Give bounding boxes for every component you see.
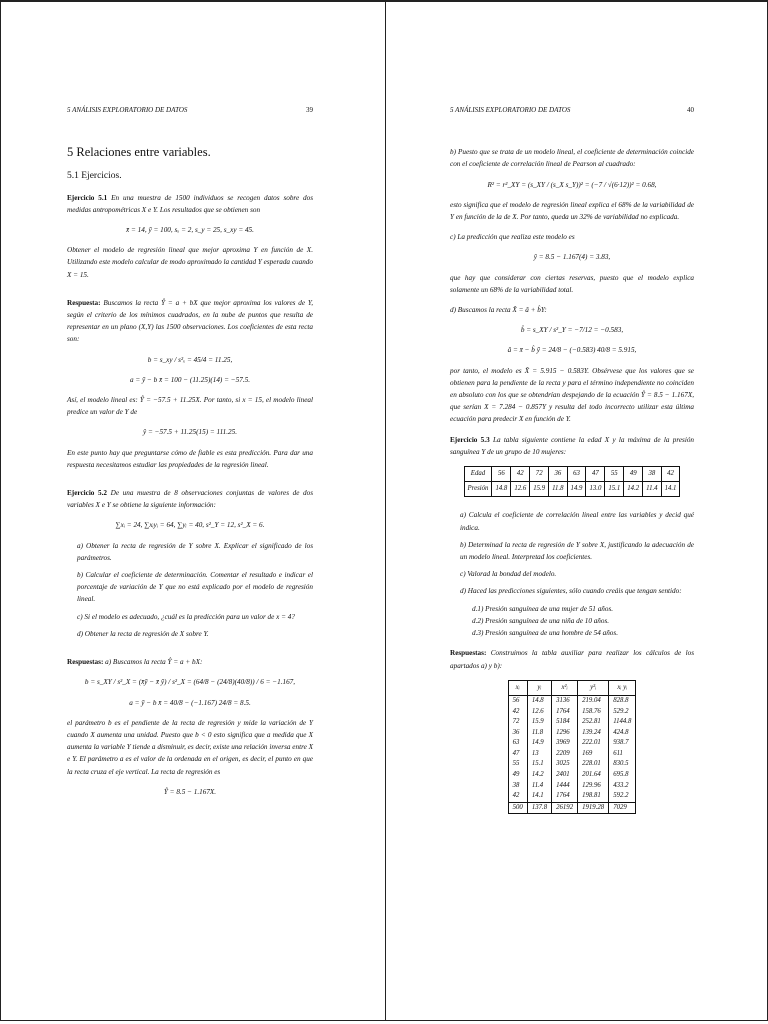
list-item: b) Determinad la recta de regresión de Y sobre X, justificando la adecuación de un modelo lineal. Interpretad los coeficientes. xyxy=(460,540,694,562)
list-item: a) Obtener la recta de regresión de Y sobre X. Explicar el significado de los parámetros. xyxy=(77,541,313,562)
running-header xyxy=(67,104,313,116)
equation: b = s_XY / s²_X = (x̄ȳ − x̄ ȳ) / s²_X = (64/8 − (24/8)(40/8)) / 6 = −1.167, xyxy=(84,678,296,687)
equation: b = s_xy / s²ₓ = 45/4 = 11.25, xyxy=(147,355,233,364)
equation: Ŷ = 8.5 − 1.167X. xyxy=(163,787,217,796)
table-cell: 3136 xyxy=(552,695,578,706)
table-cell: 828.8 xyxy=(613,696,629,704)
list-item: c) Si el modelo es adecuado, ¿cuál es la predicción para un valor de x = 4? xyxy=(77,612,295,621)
answer-label: Respuesta: xyxy=(67,298,101,307)
table-cell: 38 xyxy=(643,467,661,482)
sub-list-item: d.2) Presión sanguínea de una niña de 10 años. xyxy=(472,616,610,625)
table-cell: 63 xyxy=(508,738,527,749)
page-number: 40 xyxy=(687,106,694,114)
table-cell: 12.6 xyxy=(527,707,551,718)
column-header: xᵢ yᵢ xyxy=(609,680,636,695)
table-row xyxy=(508,791,636,802)
answer-text: el parámetro b es el pendiente de la recta de regresión y mide la variación de Y cuando X aumenta una unidad. Puesto que b < 0 esto significa que a medida que X aumenta la variable Y tiende a disminuir, es decir, existe una relación inversa entre X e Y. El parámetro a es el valor de la ordenada en el origen, es decir, el punto en que la recta cruza el eje vertical. La recta de regresión es xyxy=(67,718,313,776)
page-number: 39 xyxy=(306,106,313,114)
table-cell: 3969 xyxy=(552,738,578,749)
table-cell: 252.81 xyxy=(578,717,609,728)
column-header: xᵢ xyxy=(508,680,527,695)
row-label: Presión xyxy=(464,482,492,497)
table-cell: 49 xyxy=(624,467,643,482)
table-cell: 13.0 xyxy=(586,482,605,497)
answer-label: Respuestas: xyxy=(450,649,487,658)
table-cell: 42 xyxy=(511,467,530,482)
table-cell: 158.76 xyxy=(578,707,609,718)
column-header: yᵢ xyxy=(527,680,551,695)
list-item: b) Calcular el coeficiente de determinación. Comentar el resultado e indicar el porcentaje de variación de Y que no está explicado por el modelo de regresión lineal. xyxy=(77,571,313,604)
table-cell: 15.1 xyxy=(605,482,624,497)
table-cell: 424.8 xyxy=(613,728,629,736)
table-cell: 695.8 xyxy=(613,771,629,779)
table-row xyxy=(508,717,636,728)
exercise-items xyxy=(450,509,694,639)
table-row xyxy=(508,770,636,781)
paragraph: b) Puesto que se trata de un modelo lineal, el coeficiente de determinación coincide con el coeficiente de correlación lineal de Pearson al cuadrado: xyxy=(450,148,694,169)
table-cell: 13 xyxy=(527,749,551,760)
table-cell: 1444 xyxy=(552,781,578,792)
table-cell: 11.4 xyxy=(527,781,551,792)
table-cell: 219.04 xyxy=(578,695,609,706)
table-cell: 15.1 xyxy=(527,759,551,770)
table-cell: 139.24 xyxy=(578,728,609,739)
equation: â = x̄ − b̂ ȳ = 24/8 − (−0.583) 40/8 = 5.915, xyxy=(507,346,637,355)
table-cell: 14.8 xyxy=(527,695,551,706)
table-row xyxy=(508,728,636,739)
table-cell: 55 xyxy=(605,467,624,482)
table-cell: 433.2 xyxy=(613,781,629,789)
data-table xyxy=(464,466,681,497)
table-cell: 14.2 xyxy=(624,482,643,497)
table-cell: 42 xyxy=(508,707,527,718)
list-item: a) Calcula el coeficiente de correlación lineal entre las variables y decid qué indica. xyxy=(460,511,694,532)
answer-5-2 xyxy=(67,656,313,668)
table-cell: 36 xyxy=(508,728,527,739)
table-cell: 3025 xyxy=(552,759,578,770)
header-section: 5 ANÁLISIS EXPLORATORIO DE DATOS xyxy=(450,106,571,114)
header-section: 5 ANÁLISIS EXPLORATORIO DE DATOS xyxy=(67,106,188,114)
table-cell: 42 xyxy=(661,467,680,482)
answer-5-1 xyxy=(67,297,313,346)
column-header: x²ᵢ xyxy=(552,680,578,695)
paragraph: c) La predicción que realiza este modelo es xyxy=(450,233,575,242)
equation: ŷ = 8.5 − 1.167(4) = 3.83, xyxy=(533,253,611,262)
table-cell: 1764 xyxy=(552,791,578,802)
table-cell: 55 xyxy=(508,759,527,770)
exercise-5-2 xyxy=(67,487,313,511)
paragraph: por tanto, el modelo es X̂ = 5.915 − 0.583Y. Obsérvese que los valores que se obtienen para la pendiente de la recta y para el término independiente no coinciden en absoluto con los que se obtendrían despejando de la ecuación Ŷ = 8.5 − 1.167X, que serían X = 7.284 − 0.857Y y resulta del todo incorrecto utilizar esta última ecuación para predecir X en función de Y. xyxy=(450,366,694,424)
table-cell: 830.5 xyxy=(613,760,629,768)
answer-text: Así, el modelo lineal es: Ŷ = −57.5 + 11.25X. Por tanto, si x = 15, el modelo lineal predice un valor de Y de xyxy=(67,396,313,417)
table-cell: 14.1 xyxy=(661,482,680,497)
subsection-title: 5.1 Ejercicios. xyxy=(67,171,122,182)
table-row xyxy=(508,695,636,706)
left-page xyxy=(1,2,386,1020)
table-row xyxy=(508,707,636,718)
table-cell: 5184 xyxy=(552,717,578,728)
table-cell: 14.2 xyxy=(527,770,551,781)
table-row xyxy=(464,482,680,497)
exercise-text: De una muestra de 8 observaciones conjuntas de valores de dos variables X e Y se obtiene la siguiente información: xyxy=(67,489,314,510)
table-cell: 14.8 xyxy=(492,482,511,497)
table-cell: 63 xyxy=(567,467,586,482)
table-cell: 611 xyxy=(613,749,623,757)
exercise-label: Ejercicio 5.3 xyxy=(450,435,490,444)
table-header-row xyxy=(508,680,636,695)
table-cell: 56 xyxy=(508,695,527,706)
table-cell: 2401 xyxy=(552,770,578,781)
table-cell: 2209 xyxy=(552,749,578,760)
total-cell: 137.8 xyxy=(527,802,551,814)
total-cell: 26192 xyxy=(552,802,578,814)
exercise-5-3 xyxy=(450,434,694,458)
exercise-label: Ejercicio 5.2 xyxy=(67,489,108,498)
paragraph: que hay que considerar con ciertas reservas, puesto que el modelo explica solamente un 68% de la variabilidad total. xyxy=(450,273,694,294)
table-cell: 169 xyxy=(578,749,609,760)
equation: ∑xᵢ = 24, ∑xᵢyᵢ = 64, ∑yᵢ = 40, s²_Y = 12, s²_X = 6. xyxy=(115,521,265,530)
table-cell: 56 xyxy=(492,467,511,482)
table-cell: 72 xyxy=(530,467,549,482)
table-row xyxy=(508,749,636,760)
table-cell: 72 xyxy=(508,717,527,728)
exercise-task: Obtener el modelo de regresión lineal que mejor aproxima Y en función de X. Utilizando este modelo calcular de modo aproximado la cantidad Y esperada cuando X = 15. xyxy=(67,246,313,279)
answer-text: En este punto hay que preguntarse cómo de fiable es esta predicción. Para dar una respuesta necesitamos estudiar las propiedades de la regresión lineal. xyxy=(67,448,313,469)
totals-row xyxy=(508,802,636,814)
table-cell: 1296 xyxy=(552,728,578,739)
exercise-items xyxy=(67,540,313,640)
list-item: d) Obtener la recta de regresión de X sobre Y. xyxy=(77,629,209,638)
exercise-text: En una muestra de 1500 individuos se recogen datos sobre dos medidas antropométricas X e Y. Los resultados que se obtienen son xyxy=(67,193,314,214)
table-row xyxy=(508,781,636,792)
table-cell: 129.96 xyxy=(578,781,609,792)
equation: b̂ = s_XY / s²_Y = −7/12 = −0.583, xyxy=(520,326,624,335)
exercise-5-1 xyxy=(67,192,313,216)
table-cell: 15.9 xyxy=(530,482,549,497)
table-cell: 198.81 xyxy=(578,791,609,802)
table-cell: 1144.8 xyxy=(613,718,632,726)
table-cell: 15.9 xyxy=(527,717,551,728)
table-cell: 38 xyxy=(508,781,527,792)
answer-text: Buscamos la recta Ŷ = a + bX que mejor aproxima los valores de Y, según el criterio de los mínimos cuadrados, en la nube de puntos que resulta de representar en un plano (X,Y) las 1500 observaciones. Los coeficientes de esta recta son: xyxy=(67,298,314,344)
sub-list-item: d.3) Presión sanguínea de una hombre de 54 años. xyxy=(472,629,618,638)
table-cell: 36 xyxy=(549,467,567,482)
right-page xyxy=(386,2,767,1020)
table-cell: 592.2 xyxy=(613,792,629,800)
exercise-label: Ejercicio 5.1 xyxy=(67,193,108,202)
equation: a = ȳ − b x̄ = 100 − (11.25)(14) = −57.5. xyxy=(130,375,250,384)
table-row xyxy=(508,738,636,749)
paragraph: d) Buscamos la recta X̂ = â + b̂Y: xyxy=(450,306,547,315)
paragraph: esto significa que el modelo de regresión lineal explica el 68% de la variabilidad de Y en función de la de X. Por tanto, queda un 32% de variabilidad no explicada. xyxy=(450,200,694,222)
left-page-content xyxy=(67,104,313,806)
row-label: Edad xyxy=(464,467,492,482)
list-item: c) Valorad la bondad del modelo. xyxy=(460,570,557,579)
table-cell: 49 xyxy=(508,770,527,781)
equation: ŷ = −57.5 + 11.25(15) = 111.25. xyxy=(142,428,238,437)
answer-label: Respuestas: xyxy=(67,658,104,667)
sub-list-item: d.1) Presión sanguínea de una mujer de 51 años. xyxy=(472,604,614,613)
table-cell: 12.6 xyxy=(511,482,530,497)
table-cell: 47 xyxy=(586,467,605,482)
table-cell: 14.1 xyxy=(527,791,551,802)
column-header: y²ᵢ xyxy=(578,680,609,695)
table-cell: 938.7 xyxy=(613,739,629,747)
table-cell: 11.8 xyxy=(549,482,567,497)
running-header xyxy=(450,104,694,116)
equation: R² = r²_XY = (s_XY / (s_X s_Y))² = (−7 / √(6·12))² = 0.68, xyxy=(487,180,657,189)
total-cell: 1919.28 xyxy=(578,802,609,814)
table-cell: 529.2 xyxy=(613,707,629,715)
answer-text: a) Buscamos la recta Ŷ = a + bX: xyxy=(105,658,203,667)
table-row xyxy=(464,467,680,482)
section-title: 5 Relaciones entre variables. xyxy=(67,145,211,160)
table-cell: 222.01 xyxy=(578,738,609,749)
table-row xyxy=(508,759,636,770)
auxiliary-table xyxy=(508,680,637,815)
equation: a = ȳ − b x̄ = 40/8 − (−1.167) 24/8 = 8.5. xyxy=(129,698,251,707)
total-cell: 500 xyxy=(508,802,527,814)
right-page-content xyxy=(450,104,694,814)
list-item: d) Haced las predicciones siguientes, sólo cuando creáis que tengan sentido: xyxy=(460,587,682,596)
table-cell: 42 xyxy=(508,791,527,802)
table-cell: 14.9 xyxy=(527,738,551,749)
table-cell: 14.9 xyxy=(567,482,586,497)
table-cell: 201.64 xyxy=(578,770,609,781)
answer-5-3 xyxy=(450,647,694,671)
table-cell: 1764 xyxy=(552,707,578,718)
table-cell: 47 xyxy=(508,749,527,760)
total-cell: 7029 xyxy=(609,802,636,814)
table-cell: 228.01 xyxy=(578,759,609,770)
table-cell: 11.4 xyxy=(643,482,661,497)
exercise-text: La tabla siguiente contiene la edad X y la máxima de la presión sanguínea Y de un grupo de 10 mujeres: xyxy=(450,435,695,456)
answer-text: Construimos la tabla auxiliar para realizar los cálculos de los apartados a) y b): xyxy=(450,649,694,670)
equation: x̄ = 14, ȳ = 100, sₓ = 2, s_y = 25, s_xy = 45. xyxy=(126,226,254,235)
table-cell: 11.8 xyxy=(527,728,551,739)
